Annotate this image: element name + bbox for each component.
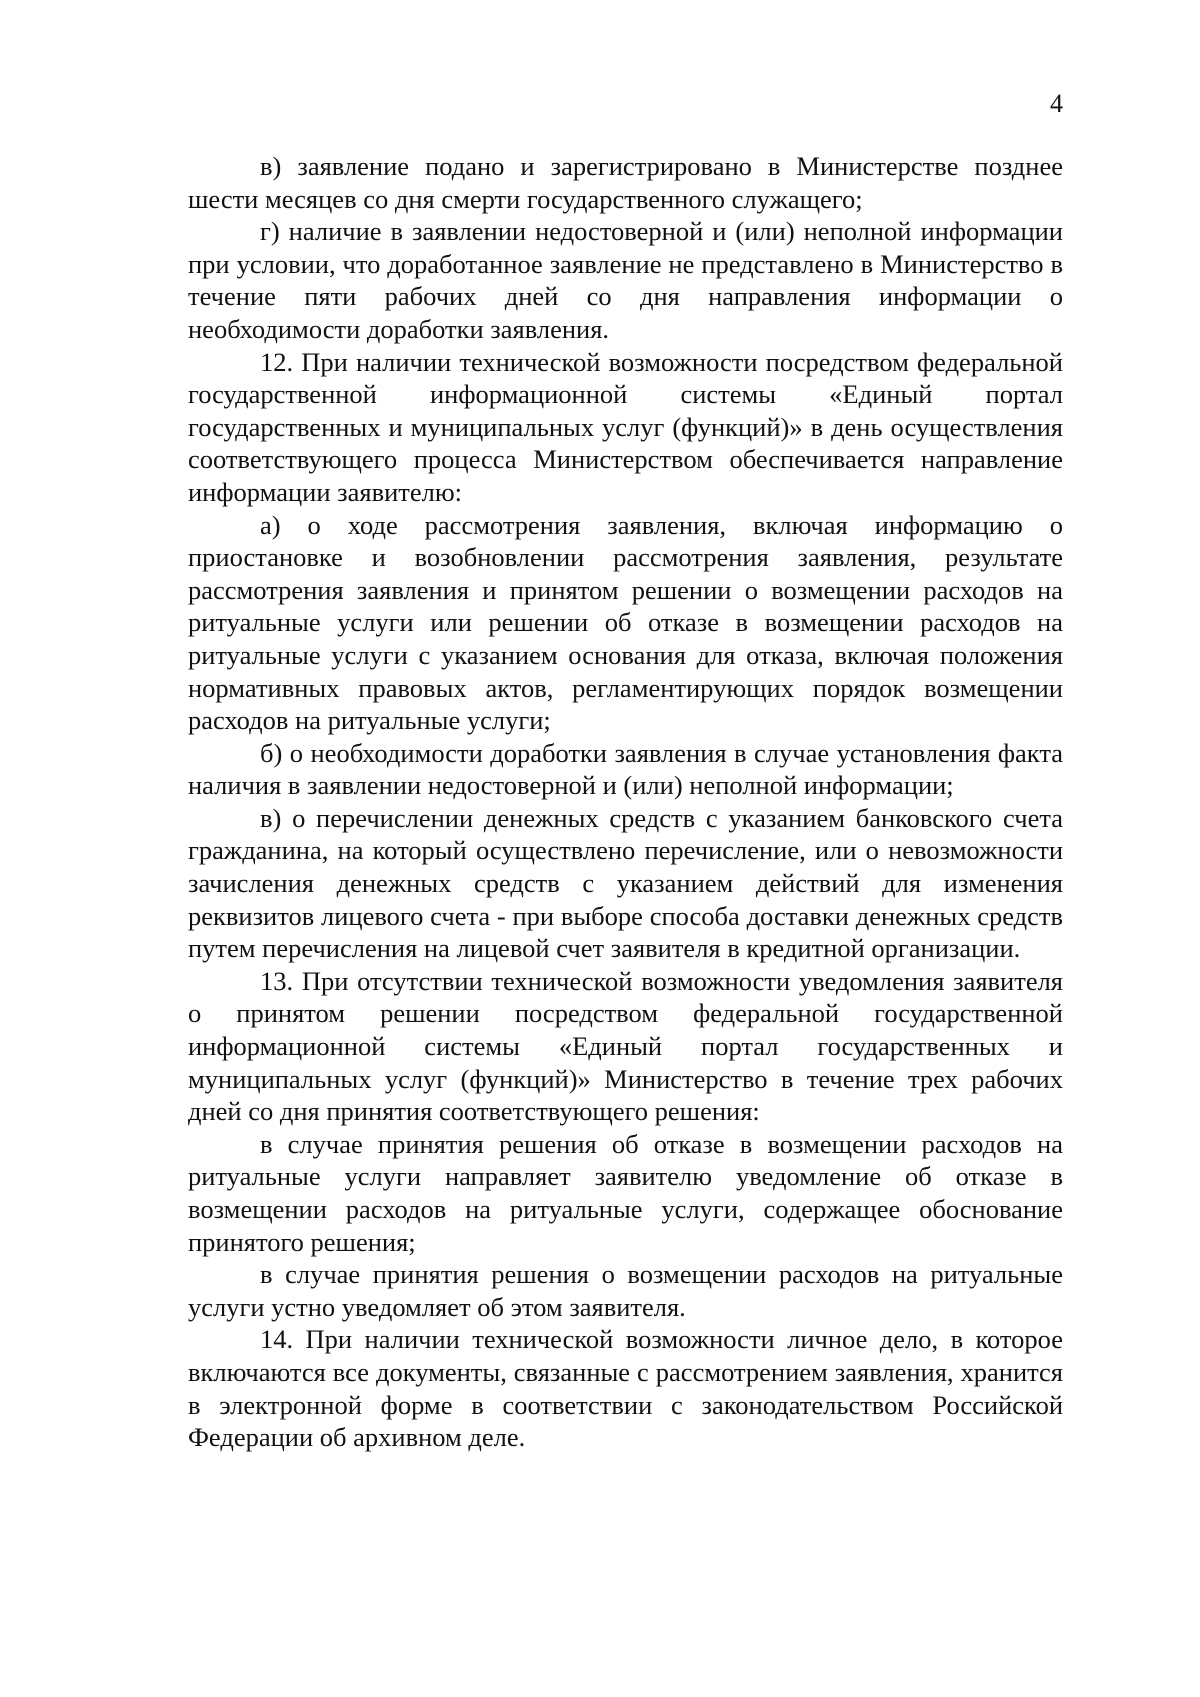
paragraph-clause-14: 14. При наличии технической возможности личное дело, в которое включаются все документы, связанные с рассмотрением заявления, хранится в электронной форме в соответствии с законодательством Российской Федерации об архивном деле.: [188, 1324, 1063, 1453]
document-body: [188, 150, 1063, 1454]
paragraph-item-v-late-filing: в) заявление подано и зарегистрировано в Министерстве позднее шести месяцев со дня смерти государственного служащего;: [188, 151, 1063, 214]
paragraph-item-a-review-progress: а) о ходе рассмотрения заявления, включая информацию о приостановке и возобновлении рассмотрения заявления, результате рассмотрения заявления и принятом решении о возмещении расходов на ритуальные услуги или решении об отказе в возмещении расходов на ритуальные услуги с указанием основания для отказа, включая положения нормативных правовых актов, регламентирующих порядок возмещении расходов на ритуальные услуги;: [188, 509, 1063, 736]
paragraph-item-g-incomplete-info: г) наличие в заявлении недостоверной и (или) неполной информации при условии, что доработанное заявление не представлено в Министерство в течение пяти рабочих дней со дня направления информации о необходимости доработки заявления.: [188, 216, 1063, 344]
paragraph-item-b-revision-needed: б) о необходимости доработки заявления в случае установления факта наличия в заявлении недостоверной и (или) неполной информации;: [188, 737, 1063, 801]
paragraph-clause-13: 13. При отсутствии технической возможности уведомления заявителя о принятом решении посредством федеральной государственной информационной системы «Единый портал государственных и муниципальных услуг (функций)» Министерство в течение трех рабочих дней со дня принятия соответствующего решения:: [188, 965, 1063, 1127]
paragraph-clause-12: 12. При наличии технической возможности посредством федеральной государственной информационной системы «Единый портал государственных и муниципальных услуг (функций)» в день осуществления соответствующего процесса Министерством обеспечивается направление информации заявителю:: [188, 346, 1063, 507]
paragraph-item-v-transfer: в) о перечислении денежных средств с указанием банковского счета гражданина, на который осуществлено перечисление, или о невозможности зачисления денежных средств с указанием действий для изменения реквизитов лицевого счета - при выборе способа доставки денежных средств путем перечисления на лицевой счет заявителя в кредитной организации.: [188, 802, 1063, 964]
page-number: 4: [1050, 89, 1063, 118]
paragraph-approval-notice: в случае принятия решения о возмещении расходов на ритуальные услуги устно уведомляет об этом заявителя.: [188, 1259, 1063, 1322]
paragraph-refusal-notice: в случае принятия решения об отказе в возмещении расходов на ритуальные услуги направляет заявителю уведомление об отказе в возмещении расходов на ритуальные услуги, содержащее обоснование принятого решения;: [188, 1128, 1063, 1257]
